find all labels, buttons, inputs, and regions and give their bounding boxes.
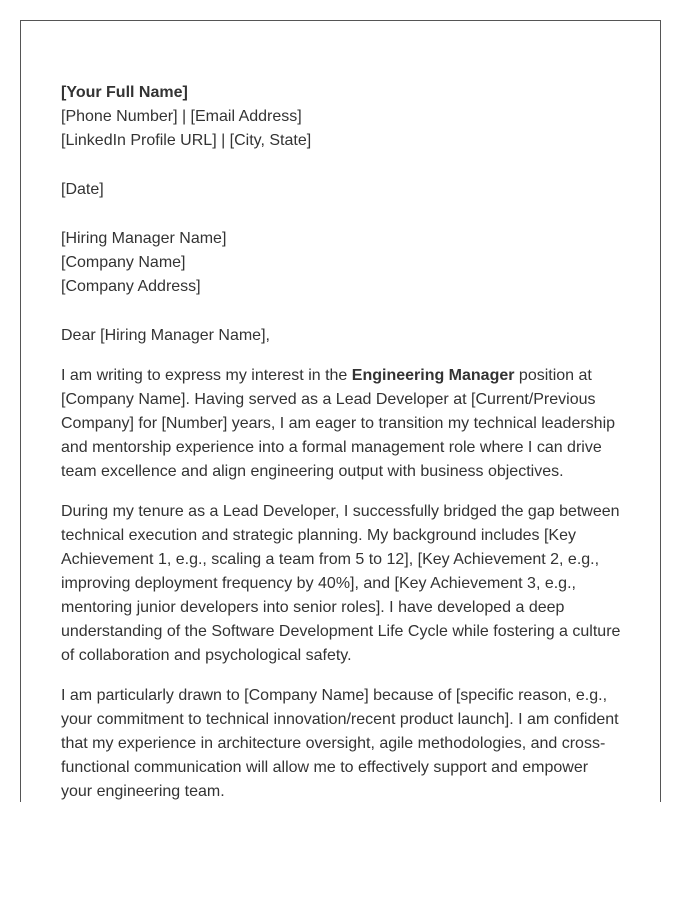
recipient-address: [Company Address] [61, 278, 201, 295]
paragraph-1-line-text: I am writing to express my interest in the [61, 367, 352, 384]
paragraph-3-line: your engineering team. [61, 783, 225, 800]
sender-contact-line-1: [Phone Number] | [Email Address] [61, 108, 302, 125]
paragraph-2-line: technical execution and strategic planning. My background includes [Key [61, 527, 576, 544]
paragraph-2-line: mentoring junior developers into senior roles]. I have developed a deep [61, 599, 565, 616]
paragraph-2 [61, 500, 626, 668]
sender-contact-line-2: [LinkedIn Profile URL] | [City, State] [61, 132, 312, 149]
paragraph-2-line: understanding of the Software Development Life Cycle while fostering a culture [61, 623, 621, 640]
letter-date: [Date] [61, 181, 104, 198]
paragraph-3-line: your commitment to technical innovation/recent product launch]. I am confident [61, 711, 619, 728]
cover-letter-content [61, 81, 626, 802]
paragraph-3 [61, 684, 626, 802]
salutation-block [61, 324, 626, 348]
date-block [61, 178, 626, 202]
paragraph-3-line: that my experience in architecture oversight, agile methodologies, and cross- [61, 735, 606, 752]
paragraph-1-line [61, 364, 626, 388]
position-title: Engineering Manager [351, 367, 515, 384]
paragraph-3-line: I am particularly drawn to [Company Name] because of [specific reason, e.g., [61, 687, 608, 704]
paragraph-2-line: improving deployment frequency by 40%], and [Key Achievement 3, e.g., [61, 575, 576, 592]
paragraph-3-line: functional communication will allow me to effectively support and empower [61, 759, 589, 776]
paragraph-1-line: Company] for [Number] years, I am eager to transition my technical leadership [61, 415, 616, 432]
paragraph-1-line: team excellence and align engineering output with business objectives. [61, 463, 564, 480]
sender-header [61, 81, 626, 153]
document-page [20, 20, 661, 802]
recipient-block [61, 227, 626, 299]
paragraph-2-line: During my tenure as a Lead Developer, I successfully bridged the gap between [61, 503, 620, 520]
paragraph-1-line: and mentorship experience into a formal management role where I can drive [61, 439, 602, 456]
paragraph-1 [61, 364, 626, 484]
salutation: Dear [Hiring Manager Name], [61, 327, 270, 344]
recipient-company: [Company Name] [61, 254, 186, 271]
paragraph-1-line-text: position at [514, 367, 592, 384]
paragraph-1-line: [Company Name]. Having served as a Lead Developer at [Current/Previous [61, 391, 596, 408]
sender-name: [Your Full Name] [61, 84, 188, 101]
paragraph-2-line: of collaboration and psychological safety. [61, 647, 352, 664]
paragraph-2-line: Achievement 1, e.g., scaling a team from 5 to 12], [Key Achievement 2, e.g., [61, 551, 600, 568]
recipient-manager: [Hiring Manager Name] [61, 230, 227, 247]
